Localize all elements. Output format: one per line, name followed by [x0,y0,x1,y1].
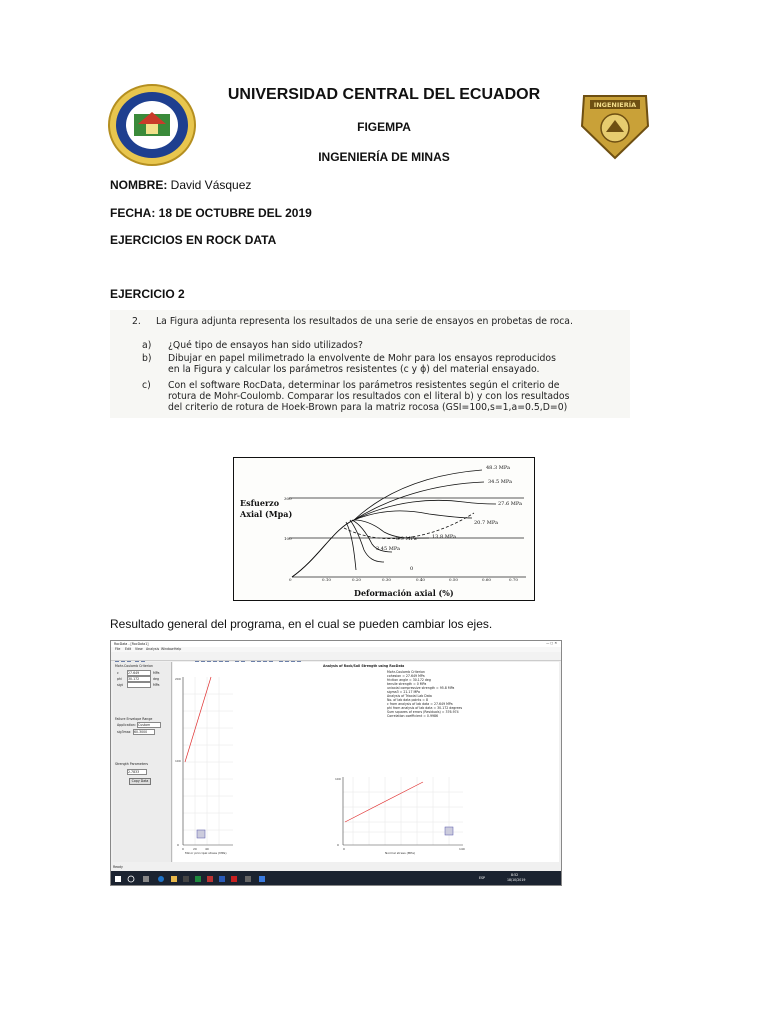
results-line: uniaxial compressive strength = 95.8 MPa [387,686,455,690]
item-b-letter: b) [142,353,152,364]
explorer-icon [171,876,177,882]
figure-ytick-100: 100 [284,536,292,541]
figure-xtick-4: 0.40 [416,577,425,582]
phi-unit: deg [153,677,160,681]
search-icon [128,876,134,882]
results-line: cohesion = 27.649 MPa [387,674,425,678]
rocscience-logo-icon-left [197,830,205,838]
result-caption: Resultado general del programa, en el cual se pueden cambiar los ejes. [110,617,493,631]
results-line: No. of lab data points = 8 [387,698,428,702]
strength-input[interactable]: 2.7833 [127,769,147,775]
taskbar-lang: ESP [479,876,485,880]
curve-0 [346,522,356,570]
menu-file[interactable]: File [115,647,121,651]
item-c-line-3: del criterio de rotura de Hoek-Brown para la matriz rocosa (GSI=100,s=1,a=0.5,D=0) [168,402,568,413]
right-ytick-100: 100 [335,777,341,781]
item-c-line-1: Con el software RocData, determinar los parámetros resistentes según el criterio de [168,380,560,391]
acrobat-icon [231,876,237,882]
curve-34-5 [292,482,484,577]
shear-envelope-line [345,782,423,822]
results-line: Sum squares of errors (Residuals) = 376.974 [387,710,459,714]
student-name-value: David Vásquez [170,178,252,192]
rocscience-logo-icon-right [445,827,453,835]
figure-ylabel-1: Esfuerzo [240,498,280,508]
results-line: tensile strength = 0 MPa [387,682,427,686]
rocdata-screenshot [110,640,562,886]
figure-xtick-1: 0.10 [322,577,331,582]
item-a-letter: a) [142,340,152,351]
career-title: INGENIERÍA DE MINAS [318,150,450,164]
results-line: sigma3 = 21.17 MPa [387,690,420,694]
left-xtick-40: 40 [205,847,209,851]
figure-xtick-7: 0.70 [509,577,518,582]
item-b-line-1: Dibujar en papel milimetrado la envolvente de Mohr para los ensayos reproducidos [168,353,556,364]
results-line: phi from analysis of lab data = 30.172 degrees [387,706,463,710]
right-xlabel: Normal stress (MPa) [385,851,416,855]
status-bar: Ready [113,865,123,869]
menu-analysis[interactable]: Analysis [146,647,160,651]
figure-ytick-300: 300 [284,496,292,501]
taskbar-icons[interactable] [111,872,561,886]
plot-title: Analysis of Rock/Soil Strength using RocData [323,664,405,668]
c-input[interactable]: 27.649 [127,670,151,676]
windows-taskbar [111,871,561,885]
faculty-title: FIGEMPA [357,120,411,134]
results-line: Mohr-Coulomb Criterion [387,670,425,674]
right-xtick-140: 140 [459,847,465,851]
item-a-line-1: ¿Qué tipo de ensayos han sido utilizados? [168,340,363,351]
rocdata-window-title: RocData - [RocData1] [114,642,149,646]
left-xlabel: Minor principal stress (MPa) [185,851,227,855]
edge-icon [158,876,164,882]
curve-label-27-6: 27.6 MPa [498,501,522,507]
menu-help[interactable]: Help [174,647,182,651]
rocdata-plot-area [173,662,559,862]
task-view-icon [143,876,149,882]
curve-label-13-8: 13.8 MPa [432,534,456,540]
curve-label-48-3: 48.3 MPa [486,465,510,471]
right-ytick-0: 0 [337,843,339,847]
excel-icon [195,876,201,882]
curve-label-20-7: 20.7 MPa [474,520,498,526]
copy-data-button[interactable]: Copy Data [129,778,151,785]
strength-params-group: Strength Parameters [115,762,149,766]
curve-48-3 [292,470,482,577]
c-label: c [117,671,119,675]
app-icon-2 [259,876,265,882]
university-title: UNIVERSIDAD CENTRAL DEL ECUADOR [227,86,541,103]
window-controls[interactable]: — ▢ ✕ [546,641,557,645]
word-icon [219,876,225,882]
c-unit: MPa [153,671,160,675]
taskbar-date: 18/10/2019 [507,878,526,882]
taskbar-time: 8:52 [511,873,519,877]
left-xtick-0: 0 [182,847,184,851]
stress-strain-figure [233,457,535,601]
sig3max-input[interactable]: 60.3000 [133,729,155,735]
app-icon-1 [183,876,189,882]
rocdata-task-icon [245,876,251,882]
exercise-statement: La Figura adjunta representa los resultados de una serie de ensayos en probetas de roca. [156,316,573,327]
curve-label-6-9: 6.9 MPa [396,536,417,542]
figure-xlabel: Deformación axial (%) [354,588,454,598]
exercise-statement-image [110,310,630,418]
phi-input[interactable]: 30.172 [127,676,151,682]
right-xtick-0: 0 [343,847,345,851]
application-label: Application: [117,723,136,727]
phi-label: phi [117,677,122,681]
menu-window[interactable]: Window [161,647,174,651]
application-select[interactable]: Custom [137,722,161,728]
curve-label-34-5: 34.5 MPa [488,479,512,485]
results-line: Analysis of Triaxial Lab Data [387,694,432,698]
date-line: FECHA: 18 DE OCTUBRE DEL 2019 [110,206,312,220]
results-line: c from analysis of lab data = 27.649 MPa [387,702,453,706]
figure-ytick-0: 0 [289,577,292,582]
rocdata-left-panel [113,662,172,862]
left-ytick-200: 200 [175,677,181,681]
rocdata-toolbar [111,652,561,661]
exercise-number: 2. [132,316,141,327]
sigt-label: sigt [117,683,123,687]
engineering-logo-text: INGENIERÍA [593,101,637,109]
figure-xtick-3: 0.30 [382,577,391,582]
results-line: Correlation coefficient = 0.9986 [387,714,439,718]
left-ytick-0: 0 [177,843,179,847]
student-name-label: NOMBRE: [110,178,168,192]
item-c-letter: c) [142,380,151,391]
curve-3-45 [350,520,384,562]
exercise-title: EJERCICIO 2 [110,287,185,301]
subject-line: EJERCICIOS EN ROCK DATA [110,233,277,247]
left-ytick-100: 100 [175,759,181,763]
curve-label-0: 0 [410,566,414,572]
figure-ylabel-2: Axial (Mpa) [240,509,293,519]
figure-xtick-5: 0.50 [449,577,458,582]
sigt-input[interactable] [127,682,151,688]
figure-xtick-6: 0.60 [482,577,491,582]
left-xtick-20: 20 [193,847,197,851]
menu-edit[interactable]: Edit [125,647,132,651]
student-name-line [110,178,251,192]
item-b-line-2: en la Figura y calcular los parámetros resistentes (c y ϕ) del material ensayado. [168,364,540,375]
sigt-unit: MPa [153,683,160,687]
failure-envelope-group: Failure Envelope Range [115,717,153,721]
sig3max-label: sig3max [117,730,131,734]
rocdata-plots [173,662,559,862]
results-line: friction angle = 30.172 deg [387,678,431,682]
figure-xtick-2: 0.20 [352,577,361,582]
curve-label-3-45: 3.45 MPa [376,546,400,552]
menu-view[interactable]: View [135,647,143,651]
item-c-line-2: rotura de Mohr-Coulomb. Comparar los resultados con el literal b) y con los resultados [168,391,570,402]
start-icon [115,876,121,882]
powerpoint-icon [207,876,213,882]
mc-criterion-group: Mohr-Coulomb Criterion [115,664,153,668]
